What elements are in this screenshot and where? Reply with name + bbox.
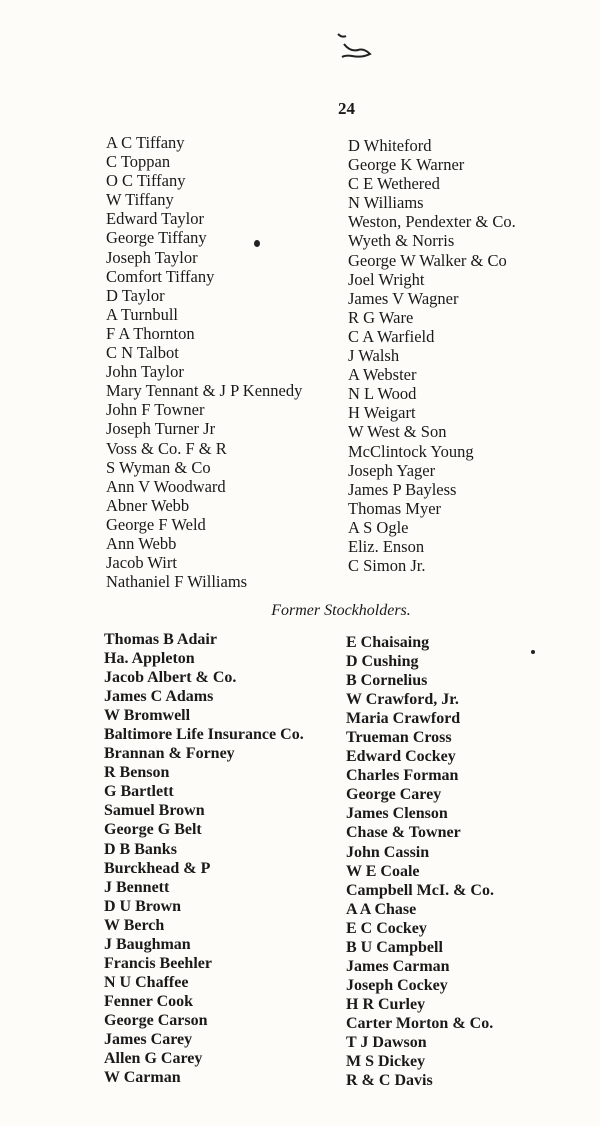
list-item: W Crawford, Jr. xyxy=(346,691,459,709)
list-item: W Carman xyxy=(104,1069,181,1087)
list-item: Joseph Cockey xyxy=(346,976,448,994)
list-item: James Carey xyxy=(104,1030,193,1048)
list-item: A A Chase xyxy=(346,900,417,918)
list-item: Ann V Woodward xyxy=(106,476,226,496)
list-item: Trueman Cross xyxy=(346,729,452,747)
list-item: H R Curley xyxy=(346,995,426,1013)
list-item: W West & Son xyxy=(348,422,447,442)
list-item: Carter Morton & Co. xyxy=(346,1014,494,1032)
list-item: T J Dawson xyxy=(346,1033,427,1051)
list-item: Jacob Wirt xyxy=(106,553,177,573)
list-item: George F Weld xyxy=(106,514,206,534)
list-item: Joseph Yager xyxy=(348,460,436,480)
list-item: Thomas B Adair xyxy=(104,631,217,648)
list-item: W E Coale xyxy=(346,862,420,880)
list-item: C N Talbot xyxy=(106,343,179,363)
list-item: C Simon Jr. xyxy=(348,556,426,576)
list-item: N Williams xyxy=(348,193,424,213)
list-item: J Walsh xyxy=(348,346,400,366)
list-item: A S Ogle xyxy=(348,517,409,537)
list-item: George Carey xyxy=(346,786,442,804)
list-item: Ha. Appleton xyxy=(104,650,195,668)
list-item: Eliz. Enson xyxy=(348,536,425,556)
list-item: George G Belt xyxy=(104,821,202,839)
list-item: Mary Tennant & J P Kennedy xyxy=(106,381,303,401)
list-item: J Bennett xyxy=(104,878,170,896)
list-item: James V Wagner xyxy=(348,288,459,308)
list-item: Samuel Brown xyxy=(104,802,205,820)
list-item: Nathaniel F Williams xyxy=(106,572,248,592)
list-item: D Whiteford xyxy=(348,136,432,155)
former-stockholders-list-left xyxy=(104,630,304,1087)
list-item: C E Wethered xyxy=(348,174,440,194)
list-item: James Carman xyxy=(346,957,450,975)
list-item: Edward Taylor xyxy=(106,209,204,229)
list-item: Weston, Pendexter & Co. xyxy=(348,212,516,232)
list-item: Charles Forman xyxy=(346,767,459,785)
stockholders-list-right xyxy=(348,136,516,575)
list-item: R Benson xyxy=(104,764,170,782)
list-item: C A Warfield xyxy=(348,326,435,346)
ink-flourish-mark xyxy=(336,30,376,64)
list-item: N U Chaffee xyxy=(104,973,189,991)
list-item: John F Towner xyxy=(106,400,205,420)
list-item: James Clenson xyxy=(346,805,448,823)
list-item: Voss & Co. F & R xyxy=(106,438,227,458)
list-item: Jacob Albert & Co. xyxy=(104,669,237,687)
list-item: Thomas Myer xyxy=(348,498,442,518)
list-item: A Webster xyxy=(348,365,417,385)
list-item: D Cushing xyxy=(346,653,419,671)
list-item: George K Warner xyxy=(348,155,465,175)
list-item: Burckhead & P xyxy=(104,859,211,877)
list-item: B U Campbell xyxy=(346,938,443,956)
list-item: James C Adams xyxy=(104,688,214,706)
list-item: S Wyman & Co xyxy=(106,457,211,477)
list-item: Baltimore Life Insurance Co. xyxy=(104,726,304,744)
list-item: O C Tiffany xyxy=(106,171,186,191)
list-item: Wyeth & Norris xyxy=(348,231,455,251)
list-item: George Carson xyxy=(104,1011,208,1029)
list-item: Campbell McI. & Co. xyxy=(346,881,494,899)
list-item: E Chaisaing xyxy=(346,634,430,651)
page-number: 24 xyxy=(338,99,355,118)
list-item: B Cornelius xyxy=(346,672,428,690)
list-item: George W Walker & Co xyxy=(348,250,507,270)
list-item: D B Banks xyxy=(104,840,177,858)
list-item: Brannan & Forney xyxy=(104,745,235,763)
list-item: Edward Cockey xyxy=(346,748,456,766)
list-item: W Bromwell xyxy=(104,707,191,725)
list-item: John Cassin xyxy=(346,843,430,861)
list-item: H Weigart xyxy=(348,403,416,423)
list-item: A C Tiffany xyxy=(106,133,185,152)
list-item: D Taylor xyxy=(106,285,165,305)
list-item: Abner Webb xyxy=(106,495,190,515)
list-item: James P Bayless xyxy=(348,479,457,499)
list-item: W Tiffany xyxy=(106,190,174,210)
ink-speck xyxy=(531,650,535,654)
list-item: Joel Wright xyxy=(348,269,425,289)
ink-speck xyxy=(254,240,260,247)
list-item: Ann Webb xyxy=(106,533,177,553)
former-stockholders-list-right xyxy=(346,633,494,1090)
list-item: George Tiffany xyxy=(106,228,207,248)
list-item: Chase & Towner xyxy=(346,824,461,842)
list-item: Fenner Cook xyxy=(104,992,194,1010)
list-item: Comfort Tiffany xyxy=(106,266,215,286)
list-item: A Turnbull xyxy=(106,304,178,324)
list-item: R G Ware xyxy=(348,307,414,327)
list-item: N L Wood xyxy=(348,384,417,404)
list-item: J Baughman xyxy=(104,935,191,953)
list-item: F A Thornton xyxy=(106,323,195,343)
list-item: Joseph Turner Jr xyxy=(106,419,216,439)
list-item: D U Brown xyxy=(104,897,182,915)
list-item: Allen G Carey xyxy=(104,1050,203,1068)
section-title: Former Stockholders. xyxy=(271,602,411,619)
list-item: G Bartlett xyxy=(104,783,174,801)
list-item: John Taylor xyxy=(106,362,184,382)
list-item: W Berch xyxy=(104,916,165,934)
list-item: Maria Crawford xyxy=(346,710,461,728)
list-item: Francis Beehler xyxy=(104,954,212,972)
list-item: R & C Davis xyxy=(346,1072,433,1090)
list-item: E C Cockey xyxy=(346,919,427,937)
list-item: M S Dickey xyxy=(346,1053,426,1071)
list-item: McClintock Young xyxy=(348,441,474,461)
list-item: Joseph Taylor xyxy=(106,247,198,267)
stockholders-list-left xyxy=(106,133,302,591)
list-item: C Toppan xyxy=(106,152,171,172)
